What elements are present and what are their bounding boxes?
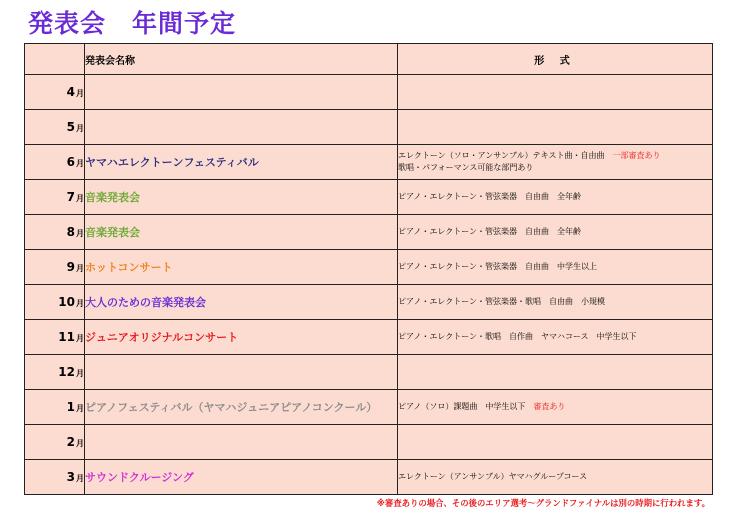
recital-name: ジュニアオリジナルコンサート <box>85 331 239 344</box>
recital-name: 音楽発表会 <box>85 226 140 239</box>
table-row <box>25 145 713 180</box>
recital-name-cell <box>85 215 398 250</box>
schedule-rows <box>25 75 713 495</box>
recital-name: ホットコンサート <box>85 261 173 274</box>
month-number: 11 <box>58 330 75 344</box>
format-cell <box>398 285 713 320</box>
month-unit: 月 <box>76 404 84 413</box>
month-cell <box>25 250 85 285</box>
month-unit: 月 <box>76 334 84 343</box>
month-cell <box>25 180 85 215</box>
format-text: ピアノ・エレクトーン・管弦楽器 自由曲 全年齢 <box>398 227 582 236</box>
page-title: 発表会 年間予定 <box>28 9 237 38</box>
header-month-cell <box>25 44 85 75</box>
judging-badge: 一部審査あり <box>612 151 661 160</box>
format-text: エレクトーン（アンサンブル）ヤマハグループコース <box>398 472 588 481</box>
recital-name: サウンドクルージング <box>85 471 194 484</box>
format-cell <box>398 250 713 285</box>
format-cell <box>398 75 713 110</box>
month-cell <box>25 425 85 460</box>
month-unit: 月 <box>76 89 84 98</box>
table-row <box>25 75 713 110</box>
footnote: ※審査ありの場合、その後のエリア選考～グランドファイナルは別の時期に行われます。 <box>376 498 710 508</box>
table-row <box>25 320 713 355</box>
recital-name-cell <box>85 320 398 355</box>
table-row <box>25 390 713 425</box>
month-cell <box>25 145 85 180</box>
month-number: 8 <box>66 225 75 239</box>
recital-name-cell <box>85 250 398 285</box>
table-row <box>25 215 713 250</box>
month-number: 2 <box>66 435 75 449</box>
month-unit: 月 <box>76 264 84 273</box>
format-text: ピアノ・エレクトーン・管弦楽器 自由曲 中学生以上 <box>398 262 598 271</box>
month-number: 5 <box>66 120 75 134</box>
format-text: ピアノ・エレクトーン・歌唱 自作曲 ヤマハコース 中学生以下 <box>398 332 637 341</box>
format-cell <box>398 145 713 180</box>
recital-name-cell <box>85 285 398 320</box>
month-cell <box>25 75 85 110</box>
month-cell <box>25 110 85 145</box>
month-number: 6 <box>66 155 75 169</box>
recital-name-cell <box>85 180 398 215</box>
table-row <box>25 355 713 390</box>
month-unit: 月 <box>76 124 84 133</box>
month-cell <box>25 355 85 390</box>
format-cell <box>398 180 713 215</box>
header-row <box>25 44 713 75</box>
table-row <box>25 425 713 460</box>
table-row <box>25 460 713 495</box>
header-name-cell: 発表会名称 <box>85 44 398 75</box>
month-number: 7 <box>66 190 75 204</box>
format-text: ピアノ・エレクトーン・管弦楽器・歌唱 自由曲 小規模 <box>398 297 606 306</box>
table-row <box>25 250 713 285</box>
month-number: 9 <box>66 260 75 274</box>
judging-badge: 審査あり <box>533 402 566 411</box>
recital-name: ヤマハエレクトーンフェスティバル <box>85 156 259 169</box>
format-cell <box>398 110 713 145</box>
header-format-cell: 形 式 <box>398 44 713 75</box>
format-cell <box>398 215 713 250</box>
month-number: 3 <box>66 470 75 484</box>
recital-name-cell <box>85 145 398 180</box>
month-unit: 月 <box>76 439 84 448</box>
month-unit: 月 <box>76 229 84 238</box>
format-cell <box>398 425 713 460</box>
month-unit: 月 <box>76 299 84 308</box>
schedule-table <box>24 43 713 495</box>
format-cell <box>398 355 713 390</box>
recital-name-cell <box>85 425 398 460</box>
format-cell <box>398 390 713 425</box>
table-row <box>25 180 713 215</box>
month-cell <box>25 320 85 355</box>
recital-name-cell <box>85 75 398 110</box>
month-number: 1 <box>66 400 75 414</box>
month-number: 10 <box>58 295 75 309</box>
month-number: 12 <box>58 365 75 379</box>
table-row <box>25 110 713 145</box>
recital-name-cell <box>85 460 398 495</box>
recital-name: 大人のための音楽発表会 <box>85 296 206 309</box>
format-text-line2: 歌唱・パフォーマンス可能な部門あり <box>398 163 534 172</box>
format-text: ピアノ・エレクトーン・管弦楽器 自由曲 全年齢 <box>398 192 582 201</box>
recital-name: 音楽発表会 <box>85 191 140 204</box>
format-cell <box>398 320 713 355</box>
month-number: 4 <box>66 85 75 99</box>
month-unit: 月 <box>76 159 84 168</box>
month-cell <box>25 215 85 250</box>
format-text: エレクトーン（ソロ・アンサンブル）テキスト曲・自由曲 <box>398 151 613 160</box>
month-cell <box>25 390 85 425</box>
month-cell <box>25 285 85 320</box>
recital-name-cell <box>85 355 398 390</box>
month-unit: 月 <box>76 194 84 203</box>
recital-name-cell <box>85 110 398 145</box>
format-text: ピアノ（ソロ）課題曲 中学生以下 <box>398 402 534 411</box>
month-unit: 月 <box>76 474 84 483</box>
format-cell <box>398 460 713 495</box>
month-unit: 月 <box>76 369 84 378</box>
recital-name-cell <box>85 390 398 425</box>
month-cell <box>25 460 85 495</box>
table-row <box>25 285 713 320</box>
recital-name: ピアノフェスティバル（ヤマハジュニアピアノコンクール） <box>85 401 378 414</box>
